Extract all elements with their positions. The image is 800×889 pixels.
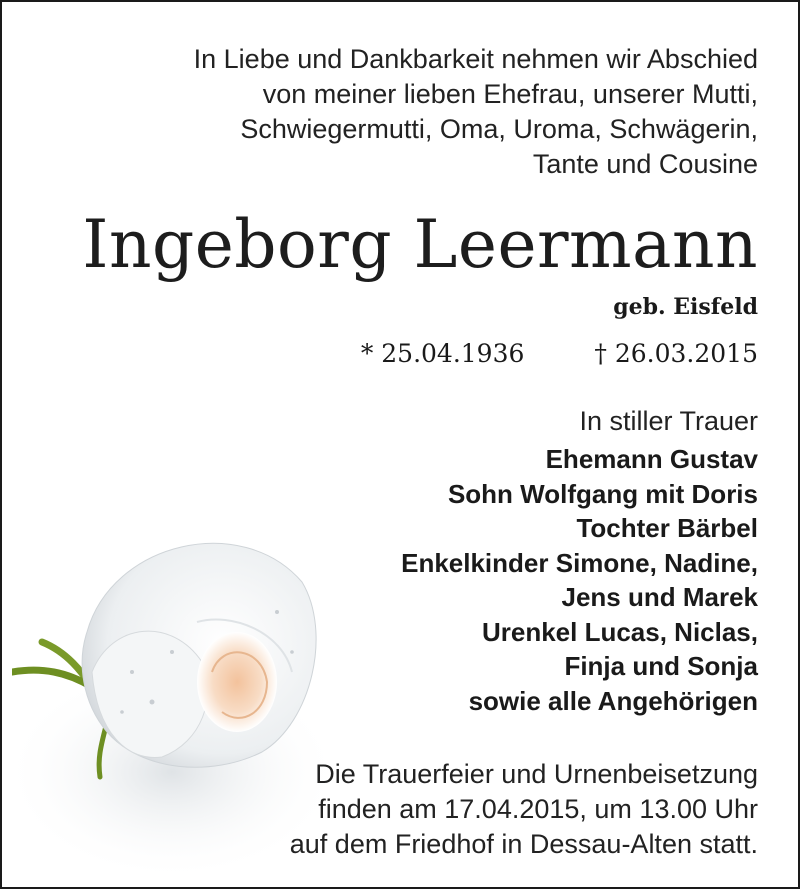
mourner-line: Tochter Bärbel	[576, 513, 758, 543]
service-line: Die Trauerfeier und Urnenbeisetzung	[315, 759, 758, 789]
mourner-line: Jens und Marek	[561, 582, 758, 612]
maiden-name: geb. Eisfeld	[613, 294, 758, 320]
birth-date: * 25.04.1936	[360, 339, 525, 368]
mourners-list	[401, 442, 758, 718]
service-line: auf dem Friedhof in Dessau-Alten statt.	[289, 829, 758, 859]
intro-line: In Liebe und Dankbarkeit nehmen wir Abschied	[193, 44, 758, 74]
intro-text	[194, 42, 758, 182]
mourner-line: Ehemann Gustav	[545, 444, 758, 474]
mourner-line: Enkelkinder Simone, Nadine,	[401, 547, 758, 578]
intro-line: Schwiegermutti, Oma, Uroma, Schwägerin,	[240, 114, 758, 144]
intro-line: von meiner lieben Ehefrau, unserer Mutti,	[262, 79, 758, 109]
service-line: finden am 17.04.2015, um 13.00 Uhr	[318, 794, 758, 824]
intro-line: Tante und Cousine	[532, 149, 758, 179]
mourner-line: Finja und Sonja	[564, 651, 758, 681]
mourner-line: Urenkel Lucas, Niclas,	[481, 616, 758, 647]
deceased-name: Ingeborg Leermann	[82, 206, 758, 283]
mourner-line: sowie alle Angehörigen	[468, 685, 758, 716]
mourner-line: Sohn Wolfgang mit Doris	[447, 478, 758, 509]
death-date: † 26.03.2015	[594, 339, 758, 368]
service-info	[290, 757, 758, 862]
white-rose-icon	[12, 522, 332, 882]
life-dates	[361, 337, 758, 371]
mourning-intro: In stiller Trauer	[579, 406, 758, 436]
